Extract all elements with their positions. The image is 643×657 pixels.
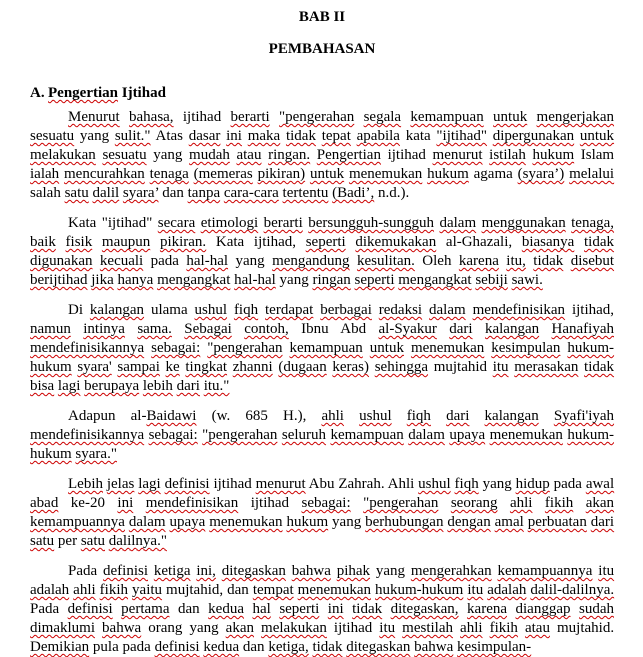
misspelled-word: seorang	[450, 495, 498, 511]
section-title: PEMBAHASAN	[268, 41, 376, 57]
misspelled-word: ini	[327, 601, 344, 617]
word: dan	[177, 601, 200, 617]
word: Kata	[215, 234, 245, 250]
misspelled-word: melalui	[569, 166, 615, 182]
word: ijtihad	[333, 620, 373, 636]
misspelled-word: segala	[363, 109, 402, 125]
misspelled-word: lagi	[57, 378, 81, 394]
misspelled-word: ahli	[509, 495, 533, 511]
misspelled-word: kesimpulan-	[457, 639, 532, 655]
misspelled-word: definisi	[154, 639, 200, 655]
word: ijtihad	[387, 147, 426, 163]
misspelled-word: "pengerahan	[207, 340, 283, 356]
misspelled-word: mestilah	[402, 620, 453, 636]
misspelled-word: kalangan	[484, 321, 540, 337]
word: mujtahid,	[166, 582, 224, 598]
misspelled-word: dipergunakan	[492, 128, 575, 144]
misspelled-word: hanya	[117, 272, 154, 288]
misspelled-word: perbuatan	[527, 514, 587, 530]
misspelled-word: lagi	[138, 476, 161, 492]
word: ijtihad	[250, 495, 290, 511]
misspelled-word: "pengerahan	[202, 427, 278, 443]
misspelled-word: Menurut	[68, 109, 120, 125]
paragraph-etimologi	[30, 214, 614, 290]
misspelled-word: dari	[590, 514, 615, 530]
misspelled-word: ke	[165, 359, 180, 375]
misspelled-word: Sebagai	[184, 321, 232, 337]
misspelled-word: kemampuan	[330, 427, 404, 443]
misspelled-word: definisi	[164, 476, 210, 492]
misspelled-word: menurut	[432, 147, 483, 163]
misspelled-word: kemampuannya	[497, 563, 593, 579]
misspelled-word: berbagai	[320, 302, 372, 318]
misspelled-word: sudah	[579, 601, 614, 617]
misspelled-word: berhubungan	[365, 514, 444, 530]
word: Ijtihad	[121, 85, 166, 101]
misspelled-word: mengerahkan	[410, 563, 492, 579]
word: agama	[473, 166, 513, 182]
misspelled-word: sesuatu	[30, 128, 75, 144]
misspelled-word: kesulitan.	[356, 253, 415, 269]
misspelled-word: tidak	[352, 601, 383, 617]
misspelled-word: fiqh	[233, 302, 259, 318]
paragraph-definisi-ketiga	[30, 562, 614, 657]
misspelled-word: secara	[157, 215, 196, 231]
misspelled-word: yaitu	[132, 582, 163, 598]
word: yang	[189, 620, 219, 636]
word: pula	[92, 639, 119, 655]
misspelled-word: abad	[30, 495, 59, 511]
misspelled-word: pihak	[336, 563, 371, 579]
misspelled-word: ushul	[418, 476, 451, 492]
misspelled-word: menemukan	[489, 427, 563, 443]
misspelled-word: itu	[598, 563, 615, 579]
misspelled-word: ringan	[312, 272, 351, 288]
misspelled-word: terdapat	[265, 302, 314, 318]
misspelled-word: seperti	[354, 272, 395, 288]
misspelled-word: melakukan	[30, 147, 96, 163]
misspelled-word: dalil	[92, 185, 120, 201]
misspelled-word: kalangan	[484, 408, 539, 424]
misspelled-word: awal	[585, 476, 615, 492]
misspelled-word: ushul	[359, 408, 392, 424]
misspelled-word: satu	[80, 533, 105, 549]
misspelled-word: tidak	[285, 128, 316, 144]
misspelled-word: ini,	[196, 563, 216, 579]
misspelled-word: seperti	[279, 601, 320, 617]
word: yang	[482, 476, 512, 492]
misspelled-word: menemukan	[348, 166, 423, 182]
misspelled-word: dikemukakan	[355, 234, 437, 250]
misspelled-word: tenaga,	[571, 215, 615, 231]
misspelled-word: fiqh	[406, 408, 431, 424]
misspelled-word: mudah	[189, 147, 230, 163]
heading-text	[48, 85, 166, 101]
misspelled-word: ahli	[73, 582, 96, 598]
misspelled-word: melakukan	[261, 620, 327, 636]
misspelled-word: sampai	[117, 359, 160, 375]
misspelled-word: ditegaskan	[346, 639, 411, 655]
word: Pada	[68, 563, 98, 579]
misspelled-word: dalilnya."	[108, 533, 167, 549]
misspelled-word: dianggap	[515, 601, 571, 617]
word: orang	[148, 620, 183, 636]
misspelled-word: hukum-hukum	[375, 582, 464, 598]
misspelled-word: seperti	[305, 234, 346, 250]
heading-pengertian-ijtihad	[30, 84, 614, 103]
misspelled-word: hidup	[515, 476, 550, 492]
misspelled-word: sebiji	[475, 272, 508, 288]
misspelled-word: kedua	[203, 639, 240, 655]
word: yang	[153, 147, 183, 163]
misspelled-word: Syafi'iyah	[553, 408, 615, 424]
misspelled-word: ialah	[30, 166, 60, 182]
word: pada	[122, 639, 151, 655]
misspelled-word: jelas	[106, 476, 135, 492]
word: yang	[235, 253, 265, 269]
misspelled-word: hal-hal	[186, 253, 229, 269]
word: ke-20	[70, 495, 105, 511]
misspelled-word: hukum-hukum	[30, 427, 614, 462]
misspelled-word: "pengerahan	[279, 109, 355, 125]
misspelled-word: berupaya	[84, 378, 140, 394]
word: mujtahid	[433, 359, 488, 375]
word: ijtihad,	[253, 234, 296, 250]
misspelled-word: atau	[524, 620, 550, 636]
word: yang	[332, 514, 362, 530]
misspelled-word: akan	[225, 620, 254, 636]
misspelled-word: Baidawi	[146, 408, 197, 424]
misspelled-word: hal-hal	[234, 272, 276, 288]
misspelled-word: dari	[446, 408, 470, 424]
misspelled-word: hukum	[286, 514, 329, 530]
misspelled-word: bahwa	[414, 639, 454, 655]
misspelled-word: ketiga	[153, 563, 191, 579]
misspelled-word: kalangan	[89, 302, 145, 318]
misspelled-word: itu."	[203, 378, 230, 394]
misspelled-word: untuk	[309, 166, 345, 182]
misspelled-word: hukum	[427, 166, 469, 182]
misspelled-word: berarti	[230, 109, 270, 125]
word: per	[57, 533, 78, 549]
misspelled-word: baik	[30, 234, 56, 250]
misspelled-word: tempat	[252, 582, 294, 598]
misspelled-word: kemampuannya	[30, 514, 125, 530]
word: salah	[30, 185, 61, 201]
misspelled-word: sehingga	[374, 359, 429, 375]
paragraph-definition-bahasa	[30, 108, 614, 203]
misspelled-word: ini	[117, 495, 134, 511]
misspelled-word: ringan.	[268, 147, 311, 163]
misspelled-word: kemampuan	[289, 340, 363, 356]
misspelled-word: dasar	[188, 128, 221, 144]
misspelled-word: dalam	[429, 302, 466, 318]
misspelled-word: hukum	[532, 147, 575, 163]
misspelled-word: (syara’)	[517, 166, 565, 182]
word: ijtihad	[182, 109, 222, 125]
misspelled-word: mengangkat	[398, 272, 472, 288]
misspelled-word: mendefinisikannya	[30, 427, 145, 443]
misspelled-word: dimaklumi	[30, 620, 95, 636]
word: yang	[375, 563, 406, 579]
misspelled-word: menemukan	[410, 340, 485, 356]
misspelled-word: dari	[176, 378, 200, 394]
misspelled-word: tidak	[312, 639, 343, 655]
misspelled-word: atau	[236, 147, 262, 163]
misspelled-word: sebagai:	[301, 495, 351, 511]
misspelled-word: mendefinisikannya	[30, 340, 145, 356]
misspelled-word: pertama	[121, 601, 170, 617]
misspelled-word: tidak	[533, 253, 564, 269]
misspelled-word: sawi.	[511, 272, 543, 288]
misspelled-word: kesimpulan	[491, 340, 561, 356]
word: Di	[68, 302, 83, 318]
misspelled-word: tingkat	[185, 359, 228, 375]
word: dan	[242, 639, 265, 655]
misspelled-word: Hanafiyah	[551, 321, 614, 337]
misspelled-word: maka	[247, 128, 281, 144]
misspelled-word: itu	[467, 582, 484, 598]
paragraph-abu-zahrah	[30, 475, 614, 551]
misspelled-word: digunakan	[30, 253, 93, 269]
word: "ijtihad"	[101, 215, 153, 231]
misspelled-word: dengan	[447, 514, 491, 530]
misspelled-word: mengangkat	[157, 272, 231, 288]
misspelled-word: ahli	[460, 620, 483, 636]
word: (w.	[211, 408, 231, 424]
misspelled-word: sama.	[137, 321, 172, 337]
misspelled-word: itu	[379, 620, 396, 636]
misspelled-word: karena	[458, 253, 499, 269]
misspelled-word: adalah	[487, 582, 527, 598]
misspelled-word: menemukan	[209, 514, 283, 530]
word: Abu	[308, 476, 335, 492]
misspelled-word: pikiran)	[257, 166, 306, 182]
misspelled-word: akan	[585, 495, 615, 511]
misspelled-word: (Badi’,	[332, 185, 375, 201]
word: Ibnu	[301, 321, 329, 337]
misspelled-word: definisi	[67, 601, 113, 617]
misspelled-word: sebagai:	[148, 427, 198, 443]
misspelled-word: untuk	[493, 109, 528, 125]
misspelled-word: kedua	[208, 601, 244, 617]
misspelled-word: fiqh	[454, 476, 479, 492]
misspelled-word: pikiran.	[159, 234, 207, 250]
misspelled-word: Pengertian	[48, 85, 118, 101]
misspelled-word: disebut	[570, 253, 615, 269]
misspelled-word: zhanni	[232, 359, 273, 375]
misspelled-word: jika	[91, 272, 114, 288]
misspelled-word: redaksi	[378, 302, 423, 318]
chapter-title: BAB II	[298, 9, 346, 25]
misspelled-word: adalah	[30, 582, 70, 598]
misspelled-word: dalam	[408, 427, 445, 443]
misspelled-word: bisa	[30, 378, 55, 394]
misspelled-word: ditegaskan	[221, 563, 286, 579]
misspelled-word: mendefinisikan	[145, 495, 239, 511]
word: 685	[245, 408, 268, 424]
misspelled-word: tepat	[321, 128, 351, 144]
misspelled-word: lebih	[142, 378, 173, 394]
word: yang	[279, 272, 309, 288]
misspelled-word: untuk	[369, 340, 404, 356]
word: Zahrah.	[338, 476, 385, 492]
misspelled-word: al-Syakur	[378, 321, 437, 337]
misspelled-word: sesuatu	[102, 147, 147, 163]
misspelled-word: mengandung	[272, 253, 350, 269]
word: Islam	[580, 147, 615, 163]
word: Ahli	[387, 476, 415, 492]
word: Pada	[30, 601, 60, 617]
misspelled-word: berarti	[263, 215, 303, 231]
misspelled-word: upaya	[449, 427, 486, 443]
misspelled-word: menggunakan	[481, 215, 566, 231]
misspelled-word: dari	[449, 321, 473, 337]
misspelled-word: Demikian	[30, 639, 90, 655]
word: Adapun	[68, 408, 116, 424]
misspelled-word: ketiga,	[268, 639, 309, 655]
misspelled-word: dalam	[439, 215, 477, 231]
misspelled-word: intinya	[83, 321, 125, 337]
misspelled-word: bahwa	[102, 620, 142, 636]
word: ulama	[150, 302, 188, 318]
misspelled-word: keras)	[332, 359, 370, 375]
misspelled-word: Lebih	[68, 476, 103, 492]
misspelled-word: namun	[30, 321, 71, 337]
misspelled-word: tenaga	[149, 166, 189, 182]
misspelled-word: (dugaan	[278, 359, 327, 375]
word: dan	[162, 185, 184, 201]
misspelled-word: ditegaskan,	[390, 601, 459, 617]
misspelled-word: "pengerahan	[363, 495, 439, 511]
word: Abd	[340, 321, 367, 337]
misspelled-word: "ijtihad"	[436, 128, 487, 144]
misspelled-word: bahasa,	[129, 109, 174, 125]
word: ijtihad	[213, 476, 252, 492]
misspelled-word: cara-cara	[223, 185, 279, 201]
misspelled-word: sulit."	[114, 128, 151, 144]
misspelled-word: dalam	[128, 514, 166, 530]
misspelled-word: apabila	[356, 128, 400, 144]
misspelled-word: fikih	[489, 620, 518, 636]
misspelled-word: fisik	[65, 234, 93, 250]
misspelled-word: ahli	[321, 408, 344, 424]
word: pada	[150, 253, 179, 269]
misspelled-word: ushul	[194, 302, 228, 318]
misspelled-word: biasanya	[521, 234, 575, 250]
word: pada	[553, 476, 582, 492]
word: al-Ghazali,	[445, 234, 513, 250]
misspelled-word: hukum-hukum	[30, 340, 615, 375]
misspelled-word: berijtihad	[30, 272, 88, 288]
misspelled-word: syara’	[122, 185, 159, 201]
heading-list-label: A.	[30, 85, 45, 101]
misspelled-word: hal	[252, 601, 271, 617]
misspelled-word: tidak	[584, 359, 615, 375]
word: dan	[227, 582, 249, 598]
misspelled-word: menemukan	[297, 582, 371, 598]
misspelled-word: satu	[30, 533, 55, 549]
misspelled-word: fikih	[544, 495, 574, 511]
misspelled-word: mencurahkan	[64, 166, 145, 182]
misspelled-word: syara'	[77, 359, 112, 375]
misspelled-word: dalil-dalilnya.	[530, 582, 615, 598]
word: H.),	[283, 408, 307, 424]
misspelled-word: tidak	[584, 234, 615, 250]
misspelled-word: karena	[467, 601, 508, 617]
misspelled-word: tertentu	[282, 185, 329, 201]
misspelled-word: mengerjakan	[536, 109, 615, 125]
misspelled-word: amal	[494, 514, 524, 530]
word: kata	[405, 128, 431, 144]
misspelled-word: bersungguh-sungguh	[308, 215, 435, 231]
misspelled-word: upaya	[169, 514, 206, 530]
misspelled-word: mendefinisikan	[472, 302, 566, 318]
misspelled-word: menurut	[255, 476, 306, 492]
misspelled-word: ini	[226, 128, 242, 144]
misspelled-word: satu	[64, 185, 89, 201]
misspelled-word: contoh,	[244, 321, 289, 337]
word: mujtahid.	[557, 620, 615, 636]
word: Oleh	[422, 253, 452, 269]
misspelled-word: (memeras	[193, 166, 253, 182]
misspelled-word: itu,	[506, 253, 526, 269]
word: ijtihad,	[571, 302, 615, 318]
misspelled-word: kecuali	[99, 253, 144, 269]
misspelled-word: tanpa	[187, 185, 221, 201]
misspelled-word: bahwa	[291, 563, 331, 579]
misspelled-word: etimologi	[200, 215, 259, 231]
misspelled-word: kemampuan	[410, 109, 484, 125]
misspelled-word: Pengertian	[316, 147, 381, 163]
misspelled-word: sebagai:	[151, 340, 201, 356]
misspelled-word: itu	[492, 359, 509, 375]
misspelled-word: untuk	[579, 128, 615, 144]
misspelled-word: istilah	[489, 147, 526, 163]
misspelled-word: fikih	[99, 582, 129, 598]
paragraph-al-baidawi	[30, 407, 614, 464]
misspelled-word: seluruh	[281, 427, 327, 443]
paragraph-ulama-ushul-fiqh	[30, 301, 614, 396]
word: al-	[130, 408, 147, 424]
word: yang	[79, 128, 110, 144]
misspelled-word: syara."	[75, 446, 117, 462]
word: n.d.).	[377, 185, 410, 201]
word: Kata	[68, 215, 97, 231]
misspelled-word: merasakan	[514, 359, 579, 375]
word: Atas	[155, 128, 183, 144]
misspelled-word: definisi	[103, 563, 148, 579]
misspelled-word: maupun	[101, 234, 151, 250]
